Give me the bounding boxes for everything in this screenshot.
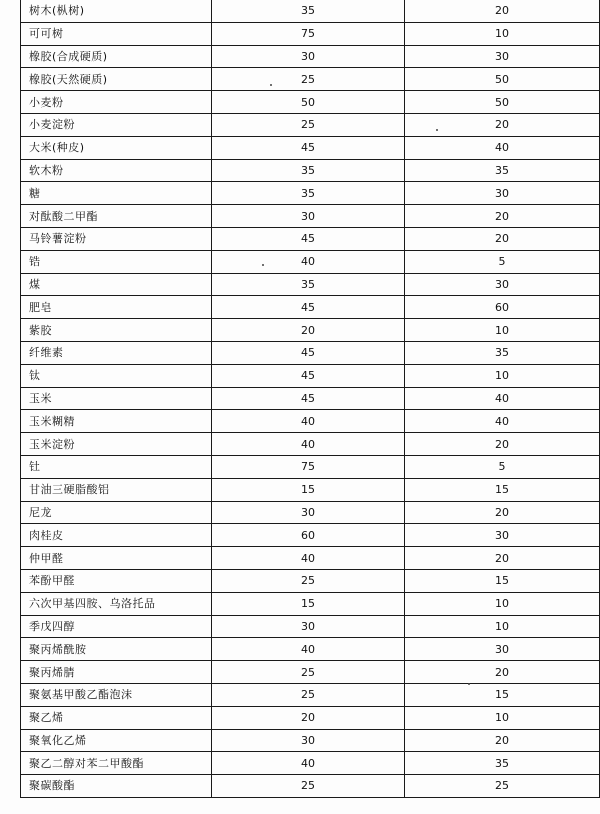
- table-row: [21, 113, 600, 136]
- scan-speck: [468, 683, 470, 685]
- table-row: [21, 45, 600, 68]
- material-name-cell: 对酞酸二甲酯: [21, 205, 212, 228]
- material-name-cell: 聚丙烯腈: [21, 661, 212, 684]
- table-row: [21, 364, 600, 387]
- table-row: [21, 706, 600, 729]
- table-row: [21, 136, 600, 159]
- value-a-cell: 30: [212, 501, 405, 524]
- material-name-cell: 聚乙二醇对苯二甲酸酯: [21, 752, 212, 775]
- value-b-cell: 10: [405, 706, 600, 729]
- value-b-cell: 30: [405, 182, 600, 205]
- value-a-cell: 20: [212, 706, 405, 729]
- material-name-cell: 大米(种皮): [21, 136, 212, 159]
- value-a-cell: 60: [212, 524, 405, 547]
- table-row: [21, 455, 600, 478]
- value-b-cell: 50: [405, 91, 600, 114]
- value-a-cell: 30: [212, 45, 405, 68]
- value-a-cell: 25: [212, 68, 405, 91]
- material-name-cell: 玉米糊精: [21, 410, 212, 433]
- material-name-cell: 橡胶(合成硬质): [21, 45, 212, 68]
- table-body: [21, 0, 600, 797]
- table-row: [21, 341, 600, 364]
- table-row: [21, 752, 600, 775]
- value-b-cell: 35: [405, 341, 600, 364]
- value-b-cell: 15: [405, 569, 600, 592]
- table-row: [21, 250, 600, 273]
- value-a-cell: 45: [212, 364, 405, 387]
- value-b-cell: 25: [405, 775, 600, 798]
- material-name-cell: 紫胶: [21, 319, 212, 342]
- value-b-cell: 50: [405, 68, 600, 91]
- table-row: [21, 0, 600, 22]
- table-row: [21, 433, 600, 456]
- material-name-cell: 甘油三硬脂酸铝: [21, 478, 212, 501]
- table-row: [21, 775, 600, 798]
- value-a-cell: 75: [212, 455, 405, 478]
- value-a-cell: 50: [212, 91, 405, 114]
- value-b-cell: 40: [405, 136, 600, 159]
- table-row: [21, 592, 600, 615]
- value-b-cell: 30: [405, 524, 600, 547]
- table-row: [21, 410, 600, 433]
- value-a-cell: 25: [212, 775, 405, 798]
- value-a-cell: 45: [212, 136, 405, 159]
- value-a-cell: 40: [212, 752, 405, 775]
- material-name-cell: 马铃薯淀粉: [21, 227, 212, 250]
- table-row: [21, 159, 600, 182]
- value-a-cell: 35: [212, 273, 405, 296]
- value-b-cell: 20: [405, 729, 600, 752]
- value-b-cell: 5: [405, 455, 600, 478]
- value-a-cell: 30: [212, 729, 405, 752]
- value-a-cell: 45: [212, 296, 405, 319]
- value-b-cell: 20: [405, 433, 600, 456]
- material-name-cell: 锆: [21, 250, 212, 273]
- value-a-cell: 15: [212, 478, 405, 501]
- table-row: [21, 387, 600, 410]
- material-name-cell: 聚丙烯酰胺: [21, 638, 212, 661]
- value-a-cell: 40: [212, 638, 405, 661]
- value-a-cell: 40: [212, 250, 405, 273]
- material-name-cell: 季戊四醇: [21, 615, 212, 638]
- material-name-cell: 聚乙烯: [21, 706, 212, 729]
- value-a-cell: 75: [212, 22, 405, 45]
- material-name-cell: 糖: [21, 182, 212, 205]
- value-b-cell: 20: [405, 205, 600, 228]
- table-row: [21, 68, 600, 91]
- material-name-cell: 聚氨基甲酸乙酯泡沫: [21, 683, 212, 706]
- material-name-cell: 肉桂皮: [21, 524, 212, 547]
- table-row: [21, 661, 600, 684]
- value-b-cell: 5: [405, 250, 600, 273]
- value-b-cell: 30: [405, 273, 600, 296]
- value-b-cell: 60: [405, 296, 600, 319]
- material-name-cell: 煤: [21, 273, 212, 296]
- table-row: [21, 205, 600, 228]
- value-a-cell: 15: [212, 592, 405, 615]
- material-name-cell: 小麦粉: [21, 91, 212, 114]
- value-b-cell: 30: [405, 638, 600, 661]
- table-row: [21, 22, 600, 45]
- table-row: [21, 182, 600, 205]
- value-b-cell: 35: [405, 752, 600, 775]
- value-a-cell: 25: [212, 683, 405, 706]
- table-row: [21, 524, 600, 547]
- value-b-cell: 10: [405, 22, 600, 45]
- material-name-cell: 可可树: [21, 22, 212, 45]
- material-name-cell: 软木粉: [21, 159, 212, 182]
- value-b-cell: 35: [405, 159, 600, 182]
- material-name-cell: 橡胶(天然硬质): [21, 68, 212, 91]
- material-name-cell: 钍: [21, 455, 212, 478]
- value-a-cell: 35: [212, 182, 405, 205]
- value-b-cell: 20: [405, 113, 600, 136]
- table-row: [21, 569, 600, 592]
- scan-speck: [262, 264, 264, 266]
- value-b-cell: 15: [405, 683, 600, 706]
- value-b-cell: 15: [405, 478, 600, 501]
- scan-speck: [436, 129, 438, 131]
- material-name-cell: 肥皂: [21, 296, 212, 319]
- material-name-cell: 聚氧化乙烯: [21, 729, 212, 752]
- value-b-cell: 20: [405, 0, 600, 22]
- table-row: [21, 91, 600, 114]
- value-a-cell: 25: [212, 569, 405, 592]
- value-a-cell: 25: [212, 661, 405, 684]
- value-b-cell: 10: [405, 592, 600, 615]
- material-name-cell: 仲甲醛: [21, 547, 212, 570]
- value-b-cell: 20: [405, 227, 600, 250]
- table-row: [21, 296, 600, 319]
- value-a-cell: 30: [212, 615, 405, 638]
- table-row: [21, 478, 600, 501]
- table-row: [21, 501, 600, 524]
- material-name-cell: 树木(枞树): [21, 0, 212, 22]
- value-b-cell: 20: [405, 661, 600, 684]
- table-row: [21, 319, 600, 342]
- dust-properties-table: [20, 0, 600, 798]
- material-name-cell: 小麦淀粉: [21, 113, 212, 136]
- material-name-cell: 苯酚甲醛: [21, 569, 212, 592]
- material-name-cell: 纤维素: [21, 341, 212, 364]
- value-a-cell: 35: [212, 159, 405, 182]
- value-b-cell: 20: [405, 547, 600, 570]
- value-a-cell: 30: [212, 205, 405, 228]
- table-row: [21, 273, 600, 296]
- value-b-cell: 20: [405, 501, 600, 524]
- table-row: [21, 638, 600, 661]
- value-b-cell: 10: [405, 364, 600, 387]
- material-name-cell: 聚碳酸酯: [21, 775, 212, 798]
- material-name-cell: 玉米淀粉: [21, 433, 212, 456]
- value-a-cell: 45: [212, 387, 405, 410]
- table-row: [21, 547, 600, 570]
- value-b-cell: 40: [405, 410, 600, 433]
- value-a-cell: 40: [212, 410, 405, 433]
- table-row: [21, 729, 600, 752]
- value-a-cell: 40: [212, 547, 405, 570]
- table-row: [21, 683, 600, 706]
- material-name-cell: 钛: [21, 364, 212, 387]
- value-a-cell: 25: [212, 113, 405, 136]
- value-a-cell: 40: [212, 433, 405, 456]
- value-a-cell: 35: [212, 0, 405, 22]
- material-name-cell: 六次甲基四胺、乌洛托品: [21, 592, 212, 615]
- value-a-cell: 45: [212, 227, 405, 250]
- table-row: [21, 227, 600, 250]
- value-a-cell: 45: [212, 341, 405, 364]
- value-b-cell: 40: [405, 387, 600, 410]
- material-name-cell: 尼龙: [21, 501, 212, 524]
- value-b-cell: 30: [405, 45, 600, 68]
- value-a-cell: 20: [212, 319, 405, 342]
- scan-speck: [270, 84, 272, 86]
- material-name-cell: 玉米: [21, 387, 212, 410]
- value-b-cell: 10: [405, 615, 600, 638]
- value-b-cell: 10: [405, 319, 600, 342]
- table-row: [21, 615, 600, 638]
